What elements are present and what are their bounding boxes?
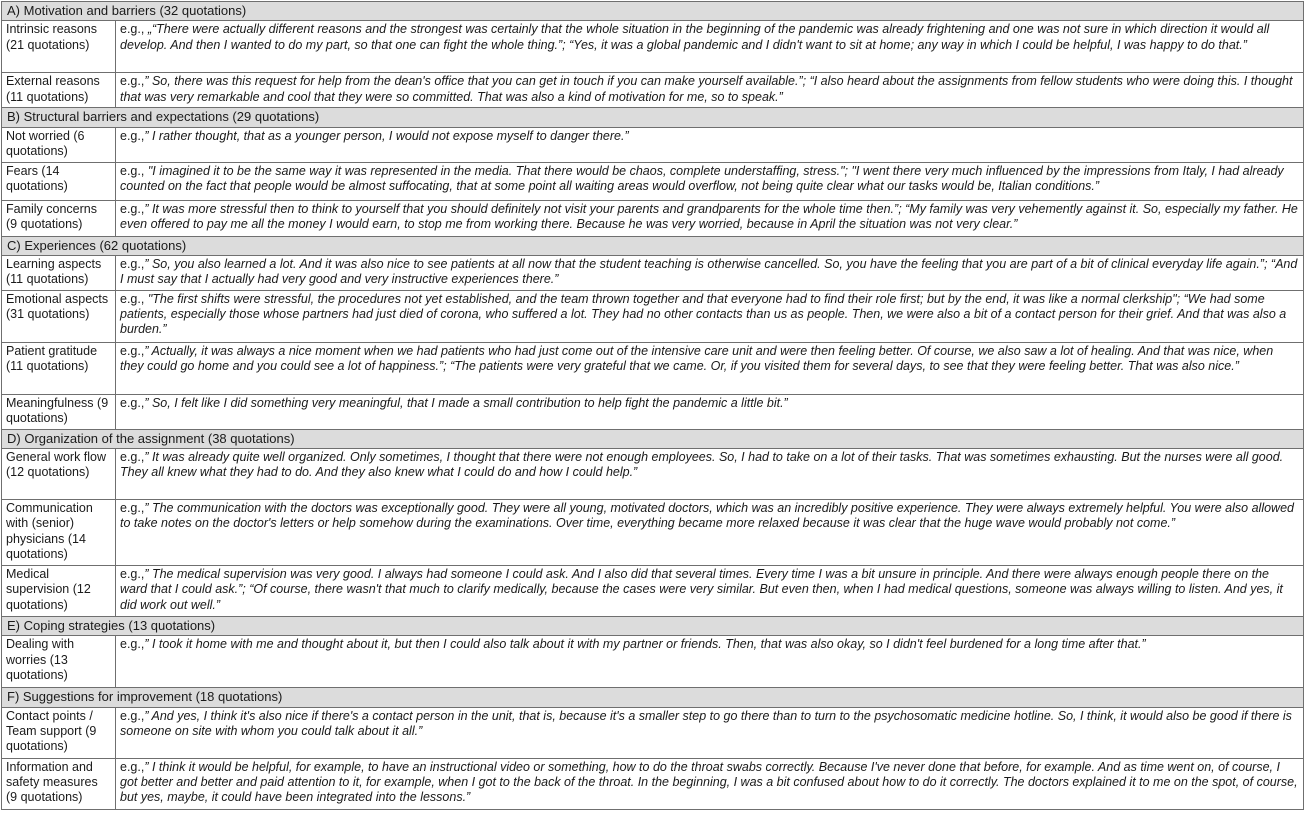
quote-cell [116,758,1304,809]
quote-cell [116,342,1304,394]
table-row [2,707,1304,758]
table-row [2,290,1304,342]
category-label: Intrinsic reasons (21 quotations) [2,21,116,73]
quote-text: ” So, I felt like I did something very meaningful, that I made a small contribution to help fight the pandemic a little bit.” [144,395,788,410]
quote-text: "The first shifts were stressful, the procedures not yet established, and the team thrown together and that everyone had to find their role first; but by the end, it was like a normal clerkship"; “We had some patients, especially those whose partners had just died of corona, who suffered a lot. They had no other contacts than us as people. Then, we were also a bit of a contact person for their grief. And that was also a burden.” [120,291,1287,337]
category-label: Information and safety measures (9 quotations) [2,758,116,809]
table-row [2,394,1304,429]
table-row [2,73,1304,108]
eg-prefix: e.g., [120,395,145,410]
quotations-table [1,1,1304,810]
quote-text: ” Actually, it was always a nice moment when we had patients who had just come out of the intensive care unit and were then feeling better. Of course, we also saw a lot of healing. And that was nice, when they could go home and you could see a lot of happiness.”; “The patients were very grateful that we came. Or, if you visited them for several days, to see that they were feeling better. That was also nice.” [120,343,1274,374]
category-label: Learning aspects (11 quotations) [2,255,116,290]
quote-text: ” So, you also learned a lot. And it was also nice to see patients at all now that the student teaching is otherwise cancelled. So, you have the feeling that you are part of a bit of clinical everyday life again.”; “And I must say that I actually had very good and very instructive experiences there.” [120,256,1298,287]
category-label: General work flow (12 quotations) [2,449,116,500]
table-row [2,127,1304,162]
eg-prefix: e.g., [120,22,145,37]
section-title: B) Structural barriers and expectations (29 quotations) [2,108,1304,127]
category-label: Fears (14 quotations) [2,162,116,200]
section-header-f [2,688,1304,707]
quote-cell [116,255,1304,290]
table-row [2,758,1304,809]
quote-text: ” So, there was this request for help from the dean's office that you can get in touch if you can make yourself available.”; “I also heard about the assignments from fellow students who were doing this. I thought that was very remarkable and cool that they were so committed. That was also a kind of motivation for me, so to speak.” [120,74,1293,104]
category-label: Emotional aspects (31 quotations) [2,290,116,342]
section-header-c [2,236,1304,255]
eg-prefix: e.g., [120,343,145,358]
category-label: Family concerns (9 quotations) [2,200,116,236]
category-label: Patient gratitude (11 quotations) [2,342,116,394]
eg-prefix: e.g., [120,501,145,516]
eg-prefix: e.g., [120,637,145,652]
quote-cell [116,200,1304,236]
quote-text: ” I rather thought, that as a younger person, I would not expose myself to danger there.” [144,128,629,143]
table-row [2,636,1304,688]
section-header-b [2,108,1304,127]
category-label: Medical supervision (12 quotations) [2,566,116,617]
quote-cell [116,566,1304,617]
eg-prefix: e.g., [120,708,145,723]
section-header-d [2,429,1304,448]
table-row [2,500,1304,566]
quote-text: ” I think it would be helpful, for example, to have an instructional video or something, how to do the throat swabs correctly. Because I've never done that before, for example. And as time went on, of course, I got better and better and paid attention to it, for example, when I got to the back of the throat. In the beginning, I was a bit confused about how to do it correctly. The doctors explained it to me on the spot, of course, but yes, maybe, it could have been integrated into the lessons.” [120,759,1298,805]
quote-cell [116,162,1304,200]
quote-cell [116,73,1304,108]
category-label: Contact points / Team support (9 quotations) [2,707,116,758]
section-title: C) Experiences (62 quotations) [2,236,1304,255]
table-row [2,449,1304,500]
table-row [2,342,1304,394]
eg-prefix: e.g., [120,128,145,143]
eg-prefix: e.g., [120,567,145,582]
section-title: D) Organization of the assignment (38 quotations) [2,429,1304,448]
eg-prefix: e.g., [120,450,145,465]
section-header-e [2,617,1304,636]
eg-prefix: e.g., [120,759,145,774]
section-title: A) Motivation and barriers (32 quotations) [2,2,1304,21]
quote-cell [116,500,1304,566]
quote-cell [116,636,1304,688]
quote-text: "I imagined it to be the same way it was represented in the media. That there would be chaos, complete understaffing, stress."; "I went there very much influenced by the impressions from Italy, I had already counted on the fact that people would be almost suffocating, that at some point all waiting areas would overflow, not being quite clear what our tasks would be, Italian conditions.” [120,163,1284,193]
section-title: F) Suggestions for improvement (18 quotations) [2,688,1304,707]
quote-cell [116,127,1304,162]
quote-cell [116,707,1304,758]
table-row [2,200,1304,236]
category-label: Meaningfulness (9 quotations) [2,394,116,429]
quote-cell [116,449,1304,500]
quote-text: ” It was more stressful then to think to yourself that you should definitely not visit your parents and grandparents for the whole time then.”; “My family was very vehemently against it. So, especially my father. He even offered to pay me all the money I would earn, to stop me from working there. Because he was very worried, because in April the situation was not very clear.” [120,201,1298,231]
section-title: E) Coping strategies (13 quotations) [2,617,1304,636]
eg-prefix: e.g., [120,256,145,271]
quote-text: ” The medical supervision was very good. I always had someone I could ask. And I also did that several times. Every time I was a bit unsure in principle. And there were always enough people there on the ward that I could ask.”; “Of course, there wasn't that much to clarify medically, because the cases were very similar. But even then, when I had medical questions, someone was always willing to listen. And yes, it did work out well.” [120,567,1283,612]
category-label: Communication with (senior) physicians (14 quotations) [2,500,116,566]
eg-prefix: e.g., [120,201,145,216]
eg-prefix: e.g., [120,291,145,306]
quote-cell [116,290,1304,342]
eg-prefix: e.g., [120,74,145,89]
quote-text: ” It was already quite well organized. Only sometimes, I thought that there were not enough employees. So, I had to take on a lot of their tasks. That was sometimes exhausting. But the nurses were all good. They all knew what they had to do. And they also knew what I could do and how I could help.” [120,450,1284,480]
table-row [2,566,1304,617]
quote-text: ” And yes, I think it's also nice if there's a contact person in the unit, that is, because it's a smaller step to go there than to turn to the psychosomatic medicine hotline. So, I think, it would also be good if there is someone on site with whom you could talk about it all.” [120,708,1292,739]
category-label: Not worried (6 quotations) [2,127,116,162]
table-row [2,162,1304,200]
quote-cell [116,394,1304,429]
quote-cell [116,21,1304,73]
quote-text: „“There were actually different reasons and the strongest was certainly that the whole situation in the beginning of the pandemic was already frightening and one was not sure in which direction it would all develop. And then I wanted to do my part, so that one can fight the whole thing.”; “Yes, it was a global pandemic and I didn't want to sit at home; any way in which I could be helpful, I was happy to do that.” [120,22,1270,52]
section-header-a [2,2,1304,21]
table-row [2,21,1304,73]
eg-prefix: e.g., [120,163,145,178]
category-label: External reasons (11 quotations) [2,73,116,108]
table-row [2,255,1304,290]
category-label: Dealing with worries (13 quotations) [2,636,116,688]
quote-text: ” I took it home with me and thought about it, but then I could also talk about it with my partner or friends. Then, that was also okay, so I didn't feel burdened for a long time after that.” [144,637,1146,652]
quote-text: ” The communication with the doctors was exceptionally good. They were all young, motivated doctors, which was an incredibly positive experience. They were always extremely helpful. You were also allowed to take notes on the doctor's letters or help somehow during the examinations. Over time, everything became more relaxed because it was clear that the huge wave would probably not come.” [120,501,1294,531]
